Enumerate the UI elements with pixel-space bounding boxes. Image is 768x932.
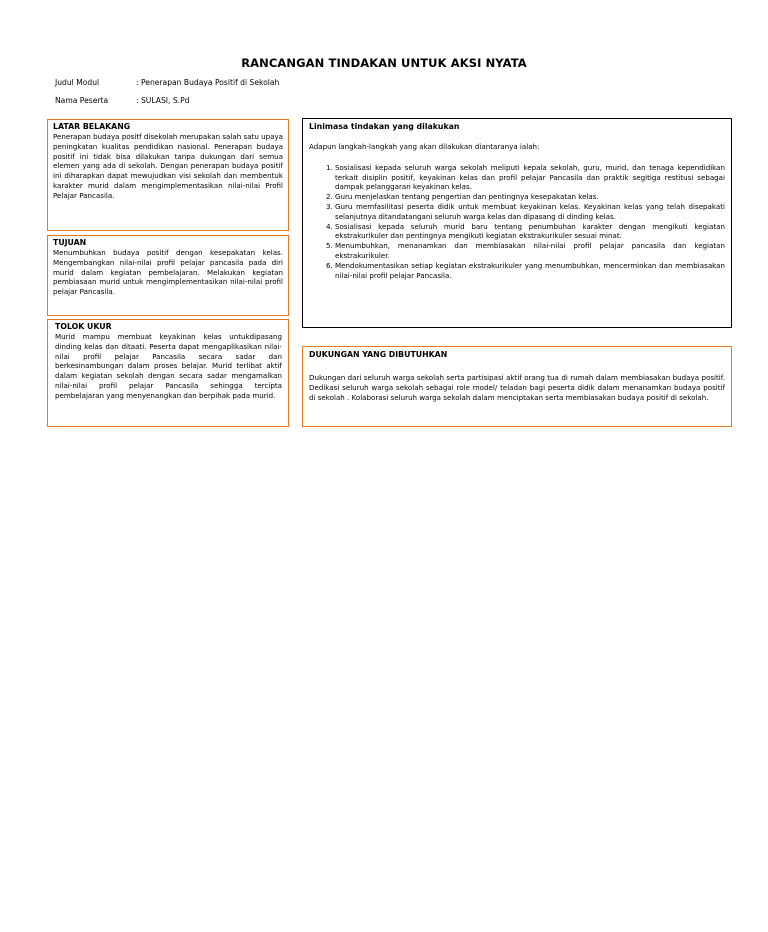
- dukungan-text: Dukungan dari seluruh warga sekolah serta partisipasi aktif orang tua di rumah dalam membiasakan budaya positif. Dedikasi seluruh warga sekolah sebagai role model/ teladan bagi peserta didik dalam menanamkan budaya positif di sekolah . Kolaborasi seluruh warga sekolah dalam menciptakan serta membiasakan budaya positif di sekolah.: [309, 373, 725, 402]
- tujuan-text: Menumbuhkan budaya positif dengan kesepakatan kelas. Mengembangkan nilai-nilai profil pelajar pancasila pada diri murid dalam kegiatan pembelajaran. Melakukan kegiatan pembiasaan murid untuk mengimplementasikan nilai-nilai profil pelajar Pancasila.: [53, 248, 283, 297]
- judul-value: : Penerapan Budaya Positif di Sekolah: [136, 78, 280, 87]
- nama-value: : SULASI, S.Pd: [136, 96, 190, 105]
- tujuan-box: [47, 235, 289, 316]
- tolok-ukur-heading: TOLOK UKUR: [55, 322, 112, 331]
- latar-belakang-text: Penerapan budaya positf disekolah merupakan salah satu upaya peningkatan kualitas pendidikan nasional. Penerapan budaya positif ini tidak bisa dilakukan tanpa dukungan dari semua elemen yang ada di sekolah. Dengan penerapan budaya positif ini diharapkan dapat mewujudkan visi sekolah dan membentuk karakter murid dalam mengimplementasikan nilai-nilai Profil Pelajar Pancasila.: [53, 132, 283, 200]
- linimasa-step: 2. Guru menjelaskan tentang pengertian dan pentingnya kesepakatan kelas.: [335, 192, 725, 202]
- judul-label: Judul Modul: [55, 78, 100, 87]
- linimasa-step: 4. Sosialisasi kepada seluruh murid baru tentang penumbuhan karakter dengan mengikuti kegiatan ekstrakurikuler dan pentingnya mengikuti kegiatan ekstrakurikuler sesuai minat.: [335, 222, 725, 242]
- dukungan-heading: DUKUNGAN YANG DIBUTUHKAN: [309, 350, 448, 359]
- linimasa-steps-list: [309, 163, 725, 281]
- latar-belakang-heading: LATAR BELAKANG: [53, 122, 131, 131]
- meta-row-nama: [55, 96, 189, 105]
- latar-belakang-box: [47, 119, 289, 231]
- tolok-ukur-text: Murid mampu membuat keyakinan kelas untukdipasang dinding kelas dan ditaati. Peserta dapat mengaplikasikan nilai-nilai profil pelajar Pancasila secara sadar dan berkesinambungan dalam proses belajar. Murid terlibat aktif dalam kegiatan sekolah dengan secara sadar mengamalkan nilai-nilai profil pelajar Pancasila sehingga tercipta pembelajaran yang menyenangkan dan berpihak pada murid.: [55, 332, 282, 400]
- linimasa-heading: Linimasa tindakan yang dilakukan: [309, 122, 460, 131]
- tolok-ukur-box: [47, 319, 289, 427]
- linimasa-box: [302, 118, 732, 328]
- tujuan-heading: TUJUAN: [53, 238, 87, 247]
- linimasa-step: 6. Mendokumentasikan setiap kegiatan ekstrakurikuler yang menumbuhkan, mencerminkan dan membiasakan nilai-nilai profil pelajar Pancasila.: [335, 261, 725, 281]
- nama-label: Nama Peserta: [55, 96, 109, 105]
- document-title: RANCANGAN TINDAKAN UNTUK AKSI NYATA: [241, 56, 527, 70]
- dukungan-box: [302, 346, 732, 427]
- linimasa-step: 1. Sosialisasi kepada seluruh warga sekolah meliputi kepala sekolah, guru, murid, dan tenaga kependidikan terkait disiplin positif, keyakinan kelas dan profil pelajar Pancasila dan praktik segitiga restitusi sebagai dampak pelanggaran keyakinan kelas.: [335, 163, 725, 192]
- linimasa-step: 3. Guru memfasilitasi peserta didik untuk membuat keyakinan kelas. Keyakinan kelas yang telah disepakati selanjutnya ditandatangani seluruh warga kelas dan dipasang di dinding kelas.: [335, 202, 725, 222]
- meta-row-judul: [55, 78, 279, 87]
- linimasa-intro: Adapun langkah-langkah yang akan dilakukan diantaranya ialah:: [309, 142, 540, 151]
- linimasa-step: 5. Menumbuhkan, menanamkan dan membiasakan nilai-nilai profil pelajar pancasila dan kegiatan ekstrakurikuler.: [335, 241, 725, 261]
